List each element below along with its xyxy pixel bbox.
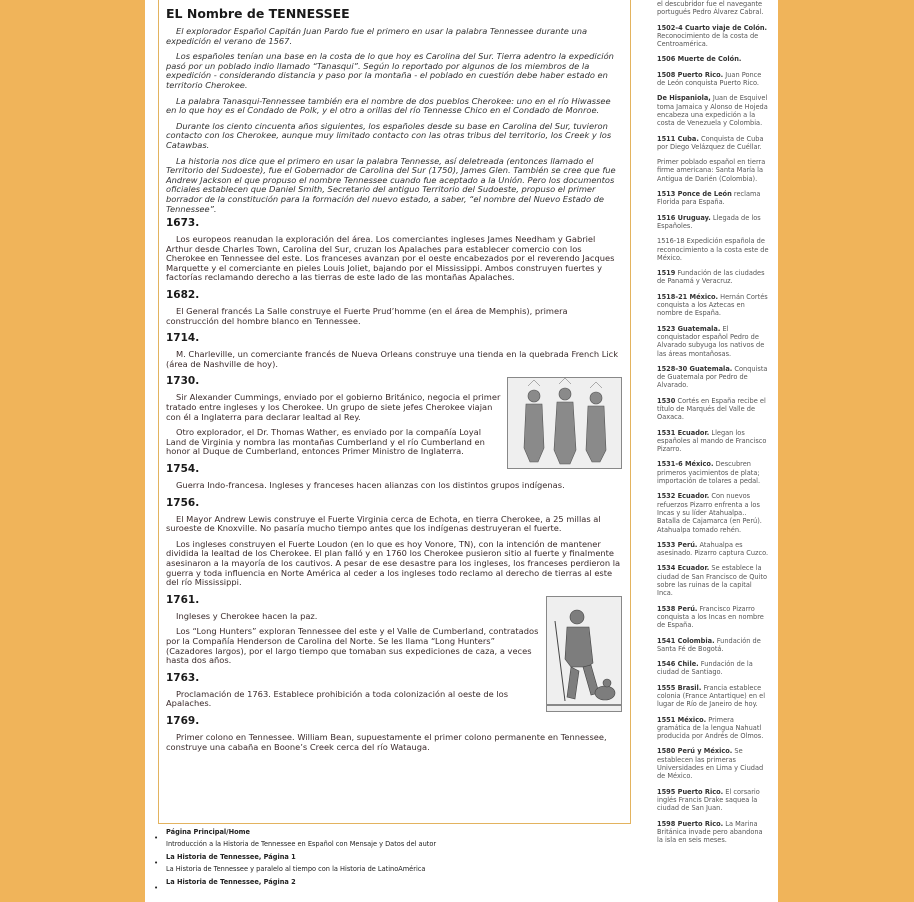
timeline-entry [657,237,769,262]
timeline-entry [657,492,769,533]
nav-description: Introducción a la Historia de Tennessee en Español con Mensaje y Datos del autor [166,840,437,848]
timeline-entry [657,94,769,127]
timeline-entry [657,269,769,286]
timeline-entry-text: Se establece la ciudad de San Francisco de Quito sobre las ruinas de la capital Inca. [657,564,768,598]
timeline-entry [657,214,769,231]
timeline-entry-heading: 1541 Colombia. [657,636,715,645]
nav-link[interactable]: La Historia de Tennessee, Página 1 [166,853,296,861]
timeline-entry-text: 1516-18 Expedición española de reconocimiento a la costa este de México. [657,237,769,262]
timeline-entry-text: Con nuevos refuerzos Pizarro enfrenta a los Incas y su líder Atahualpa.. Batalla de Cajamarca (en Perú). Atahualpa tomado rehén. [657,492,762,534]
timeline-entry-heading: 1511 Cuba. [657,134,699,143]
year-paragraph: Los europeos reanudan la exploración del área. Los comerciantes ingleses James Needham y Gabriel Arthur desde Charles Town, Carolina del Sur, cruzan los Apalaches para establecer comercio con los Cherokee en Tennessee del este. Los franceses avanzan por el oeste encabezados por el reverendo Jacques Marquette y el comerciante en pieles Louis Joliet, bajando por el Mississippi. Ambos construyen fuertes y factorías reclamando derecho a las tierras de este lado de las montañas Apalaches. [166,234,615,283]
timeline-entry-heading: 1580 Perú y México. [657,747,733,756]
page-title: EL Nombre de TENNESSEE [166,6,350,21]
timeline-entry [657,190,769,207]
timeline-entry-text: El conquistador español Pedro de Alvarado subyuga los nativos de las áreas montañosas. [657,324,765,358]
timeline-entry-text: reclama Florida para España. [657,190,761,207]
timeline-entry-heading: 1528-30 Guatemala. [657,364,733,373]
timeline-entry-text: Francisco Pizarro conquista a los Incas en nombre de España. [657,604,764,630]
timeline-entry-heading: 1555 Brasil. [657,683,702,692]
year-paragraph: M. Charleville, un comerciante francés de Nueva Orleans construye una tienda en la quebrada French Lick (área de Nashville de hoy). [166,349,619,369]
timeline-entry [657,293,769,318]
timeline-entry-heading: 1595 Puerto Rico. [657,787,724,796]
timeline-entry-text: Juan de Esquivel toma Jamaica y Alonso de Hojeda encabeza una expedición a la costa de Venezuela y Colombia. [657,94,768,128]
nav-link[interactable]: Página Principal/Home [166,828,250,836]
year-paragraph: Guerra Indo-francesa. Ingleses y franceses hacen alianzas con los distintos grupos indígenas. [176,480,565,490]
timeline-entry-text: La Marina Británica invade pero abandona la isla en seis meses. [657,819,763,845]
intro-paragraph: La palabra Tanasqui-Tennessee también era el nombre de dos pueblos Cherokee: uno en el río Hiwassee en lo que hoy es el Condado de Polk, y el otro a orillas del río Tennesse Chico en el Condado de Monroe. [166,95,611,116]
bullet-icon: • [154,859,159,867]
timeline-entry-heading: 1508 Puerto Rico. [657,70,724,79]
year-paragraph: Sir Alexander Cummings, enviado por el gobierno Británico, negocia el primer tratado entre ingleses y los Cherokee. Un grupo de siete jefes Cherokee viajan con él a Inglaterra para declarar lealtad al Rey. [166,392,501,422]
year-section-1682 [166,289,622,326]
year-paragraph: El Mayor Andrew Lewis construye el Fuerte Virginia cerca de Echota, en tierra Cherokee, a 25 millas al suroeste de Knoxville. No pasaría mucho tiempo antes que los indígenas destruyeran el fuerte. [166,513,601,534]
year-heading: 1761. [166,593,200,606]
year-section-1730 [166,375,622,457]
year-heading: 1754. [166,463,200,475]
timeline-entry-text: Fundación de la ciudad de Santiago. [657,660,753,677]
timeline-entry-text: Primera gramática de la lengua Nahuatl producida por Andrés de Olmos. [657,715,764,741]
timeline-entry [657,158,769,183]
timeline-entry-text: Conquista de Guatemala por Pedro de Alvarado. [657,364,768,390]
year-section-1673 [166,217,622,283]
timeline-entry [657,541,769,558]
timeline-entry [657,788,769,813]
timeline-sidebar [651,0,769,902]
timeline-entry-heading: 1516 Uruguay. [657,213,711,222]
year-section-1714 [166,332,622,369]
timeline-entry [657,0,769,17]
year-heading: 1673. [166,217,200,230]
timeline-entry-heading: 1531 Ecuador. [657,428,710,437]
year-heading: 1763. [166,671,200,684]
timeline-entry-heading: 1530 [657,396,676,405]
nav-item-page-2[interactable] [154,878,630,892]
timeline-entry [657,325,769,358]
timeline-entry-text: Llegan los españoles al mando de Francisco Pizarro. [657,428,767,454]
year-heading: 1730. [166,375,200,388]
year-paragraph: Otro explorador, el Dr. Thomas Wather, es enviado por la compañía Loyal Land de Virginia y nombra las montañas Cumberland y el río Cumberland en honor al Duque de Cumberland, entonces Primer Ministro de Inglaterra. [166,427,485,457]
timeline-entry-heading: 1533 Perú. [657,540,698,549]
nav-item-home[interactable] [154,828,630,849]
timeline-entry-heading: 1523 Guatemala. [657,324,721,333]
timeline-entry-text: Llegada de los Españoles. [657,213,761,230]
long-hunter-image [546,596,622,712]
year-paragraph: Ingleses y Cherokee hacen la paz. [176,610,318,621]
year-paragraph: Los ingleses construyen el Fuerte Loudon (en lo que es hoy Vonore, TN), con la intención de mantener dividida la lealtad de los Cherokee. El plan falló y en 1760 los Cherokee pusieron sitio al fuerte y finalmente asesinaron a la mayoría de los cautivos. A pesar de ese desastre para los ingleses, los franceses perdieron la guerra y toda influencia en Norte América al ceder a los ingleses todo reclamo al derecho de tierras al este del río Mississippi. [166,538,621,588]
timeline-entry-heading: 1506 Muerte de Colón. [657,55,742,64]
timeline-entry-heading: 1531-6 México. [657,460,714,469]
year-section-1761 [166,594,622,666]
timeline-entry-heading: 1532 Ecuador. [657,492,710,501]
year-paragraph: Primer colono en Tennessee. William Bean, supuestamente el primer colono permanente en Tennessee, construye una cabaña en Boone’s Creek cerca del río Watauga. [166,731,607,752]
timeline-entry-heading: 1538 Perú. [657,604,698,613]
timeline-entry-text: Fundación de Santa Fé de Bogotá. [657,636,761,653]
main-content [158,0,631,824]
timeline-entry-text: Hernán Cortés conquista a los Aztecas en nombre de España. [657,292,768,318]
timeline-entry [657,55,769,63]
timeline-entry-text: Fundación de las ciudades de Panamá y Veracruz. [657,269,765,286]
timeline-entry-heading: 1551 México. [657,715,707,724]
year-paragraph: Proclamación de 1763. Establece prohibición a toda colonización al oeste de los Apalaches. [166,688,509,709]
timeline-entry [657,820,769,845]
timeline-entry-text: Cortés en España recibe el título de Marqués del Valle de Oaxaca. [657,396,766,422]
year-paragraph: El General francés La Salle construye el Fuerte Prud’homme (en el área de Memphis), primera construcción del hombre blanco en Tennessee. [166,306,568,326]
timeline-entry-text: Reconocimiento de la costa de Centroamérica. [657,31,759,49]
timeline-entry [657,747,769,780]
timeline-entry-text: Descubren primeros yacimientos de plata; importación de tolares a pedal. [657,460,761,486]
intro-paragraph: La historia nos dice que el primero en usar la palabra Tennesse, así deletreada (entonces llamado el Territorio del Sudoeste), fue el Gobernador de Carolina del Sur (1750), James Glen. También se cree que fue Andrew Jackson el que propuso el nombre Tennessee cuando fue aceptado a la Unión. Pero los documentos oficiales establecen que Daniel Smith, Secretario del antiguo Territorio del Sudoeste, propuso el primer borrador de la constitución para la formación del nuevo estado, a saber, “el nombre del Nuevo Estado de Tennessee”. [166,155,616,214]
year-section-1769 [166,715,622,752]
year-section-1756 [166,497,622,588]
timeline-entry [657,429,769,454]
year-heading: 1756. [166,496,200,509]
timeline-entry [657,660,769,677]
timeline-entry [657,71,769,88]
year-heading: 1682. [166,289,200,302]
cherokee-chiefs-image [507,377,622,469]
timeline-entry [657,637,769,654]
timeline-entry-text: Juan Ponce de León conquista Puerto Rico. [657,70,762,88]
timeline-entry-heading: 1534 Ecuador. [657,564,710,573]
timeline-entry [657,684,769,709]
timeline-entry-text: Atahualpa es asesinado. Pizarro captura Cuzco. [657,540,769,558]
bullet-icon: • [154,834,159,842]
timeline-entry-heading: 1546 Chile. [657,660,699,669]
timeline-entry-heading: 1513 Ponce de León [657,190,732,199]
timeline-entry [657,564,769,597]
timeline-entry-heading: 1598 Puerto Rico. [657,819,724,828]
year-paragraph: Los “Long Hunters” exploran Tennessee del este y el Valle de Cumberland, contratados por la Compañía Henderson de Carolina del Norte. Se les llama “Long Hunters” (Cazadores largos), por el largo tiempo que tomaban sus expediciones de caza, a veces hasta dos años. [166,626,539,666]
intro-paragraph: El explorador Español Capitán Juan Pardo fue el primero en usar la palabra Tennessee durante una expedición el verano de 1567. [166,26,588,46]
timeline-entry-text: Se establecen las primeras Universidades en Lima y Ciudad de México. [657,747,764,781]
nav-link[interactable]: La Historia de Tennessee, Página 2 [166,878,296,886]
timeline-entry [657,605,769,630]
year-heading: 1714. [166,332,200,345]
timeline-entry [657,365,769,390]
timeline-entry-text: Conquista de Cuba por Diego Velázquez de Cuéllar. [657,134,764,151]
timeline-entry-text: Francia establece colonia (France Antartique) en el lugar de Río de Janeiro de hoy. [657,683,766,709]
nav-item-page-1[interactable] [154,853,630,874]
timeline-entry [657,397,769,422]
timeline-entry-heading: 1519 [657,269,676,278]
intro-section [166,27,622,214]
timeline-entry [657,24,769,49]
timeline-entry-text: el descubridor fue el navegante portugués Pedro Álvarez Cabral. [657,0,764,17]
timeline-entry [657,135,769,152]
timeline-entry-heading: De Hispaniola, [657,94,711,103]
bullet-icon: • [154,884,159,892]
timeline-entry [657,716,769,741]
intro-paragraph: Los españoles tenían una base en la costa de lo que hoy es Carolina del Sur. Tierra adentro la expedición pasó por un poblado indio llamado “Tanasqui”. Según lo reportado por algunos de los miembros de la expedición - considerando distancia y paso por la montaña - el poblado en cuestión debe haber estado en territorio Cherokee. [166,51,614,90]
timeline-entry-text: Primer poblado español en tierra firme americana: Santa María la Antigua de Darién (Colombia). [657,158,766,183]
nav-description: La Historia de Tennessee y paralelo al tiempo con la Historia de LatinoAmérica [166,865,426,873]
timeline-entry-heading: 1518-21 México. [657,292,719,301]
timeline-entry [657,460,769,485]
intro-paragraph: Durante los ciento cincuenta años siguientes, los españoles desde su base en Carolina del Sur, tuvieron contacto con los Cherokee, aunque muy limitado contacto con las otras tribus del territorio, los Creek y los Catawbas. [166,120,612,150]
timeline-entry-heading: 1502-4 Cuarto viaje de Colón. [657,23,768,32]
timeline-entry-text: El corsario inglés Francis Drake saquea la ciudad de San Juan. [657,787,760,813]
page-navigation [154,828,630,892]
year-heading: 1769. [166,714,200,727]
